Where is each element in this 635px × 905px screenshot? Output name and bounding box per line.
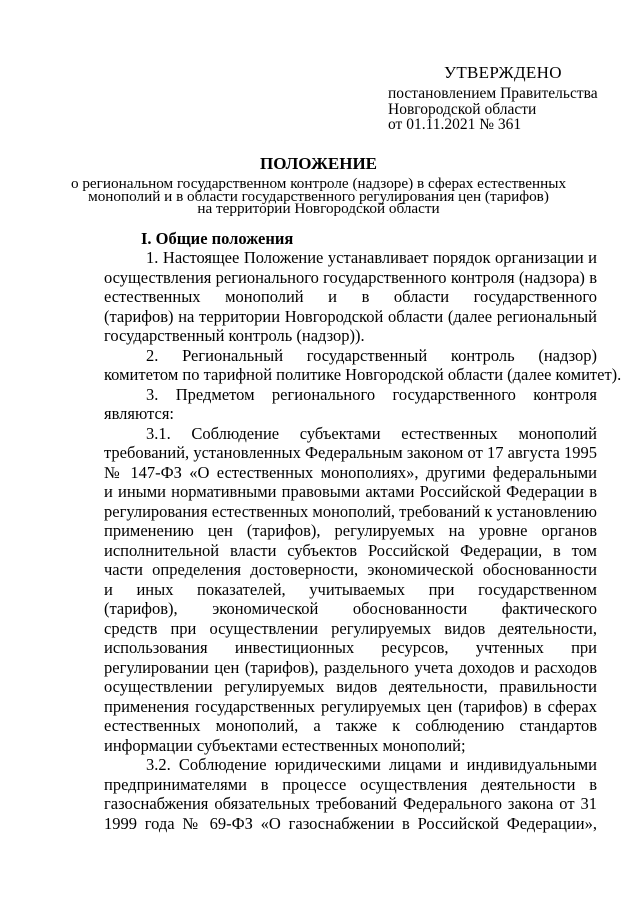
body-line: части определения достоверности, экономической обоснованности (104, 560, 597, 579)
approval-line: Новгородской области (388, 100, 537, 118)
body-line: государственный контроль (надзор)). (104, 326, 365, 345)
body-text (104, 248, 622, 833)
body-line: 2. Региональный государственный контроль (надзор) (146, 345, 597, 365)
approval-line: постановлением Правительства (388, 85, 598, 102)
body-line: № 147-ФЗ «О естественных монополиях», другими федеральными (104, 462, 597, 482)
body-line: комитетом по тарифной политике Новгородской области (далее комитет). (104, 365, 622, 384)
subtitle-line: о региональном государственном контроле (надзоре) в сферах естественных (70, 175, 567, 192)
body-line: естественных монополий, а также к соблюдению стандартов (104, 716, 597, 735)
body-line: естественных монополий и в области государственного (104, 287, 597, 306)
body-line: требований, установленных Федеральным законом от 17 августа 1995 (104, 443, 597, 462)
approval-title: УТВЕРЖДЕНО (444, 63, 562, 82)
body-line: осуществлении регулируемых видов деятельности, правильности (104, 677, 597, 696)
body-line: (тарифов), экономической обоснованности фактического (104, 599, 597, 618)
body-line: 3. Предметом регионального государственного контроля (146, 384, 597, 404)
body-line: 1. Настоящее Положение устанавливает порядок организации и (146, 248, 597, 267)
body-line: и иными нормативными правовыми актами Российской Федерации в (104, 482, 597, 501)
section-heading: I. Общие положения (141, 229, 294, 248)
body-line: регулирования естественных монополий, требований к установлению (104, 501, 597, 521)
body-line: и иных показателей, учитываемых при государственном (104, 579, 597, 599)
body-line: исполнительной власти субъектов Российской Федерации, в том (104, 540, 597, 560)
body-line: 3.2. Соблюдение юридическими лицами и индивидуальными (146, 755, 597, 774)
body-line: (тарифов) на территории Новгородской области (далее региональный (104, 306, 597, 326)
body-line: газоснабжения обязательных требований Федерального закона от 31 (104, 794, 597, 813)
document-title: ПОЛОЖЕНИЕ (260, 154, 377, 173)
body-line: применению цен (тарифов), регулируемых на уровне органов (104, 521, 597, 540)
body-line: предпринимателями в процессе осуществления деятельности в (104, 774, 597, 794)
document-subtitle (40, 175, 597, 217)
body-line: являются: (104, 404, 175, 423)
body-line: регулировании цен (тарифов), раздельного учета доходов и расходов (104, 657, 597, 677)
body-line: средств при осуществлении регулируемых видов деятельности, (104, 618, 597, 638)
body-line: 1999 года № 69-ФЗ «О газоснабжении в Российской Федерации», (104, 813, 597, 833)
body-line: информации субъектами естественных монополий; (104, 735, 466, 755)
subtitle-line: на территории Новгородской области (197, 200, 440, 217)
body-line: применения государственных регулируемых цен (тарифов) в сферах (104, 696, 597, 716)
approval-stamp (388, 62, 618, 133)
body-line: 3.1. Соблюдение субъектами естественных монополий (146, 423, 597, 443)
subtitle-line: монополий и в области государственного регулирования цен (тарифов) (88, 187, 549, 205)
approval-date-number: от 01.11.2021 № 361 (388, 116, 522, 133)
body-line: осуществления регионального государственного контроля (надзора) в (104, 267, 597, 287)
body-line: использования инвестиционных ресурсов, учтенных при (104, 638, 597, 657)
